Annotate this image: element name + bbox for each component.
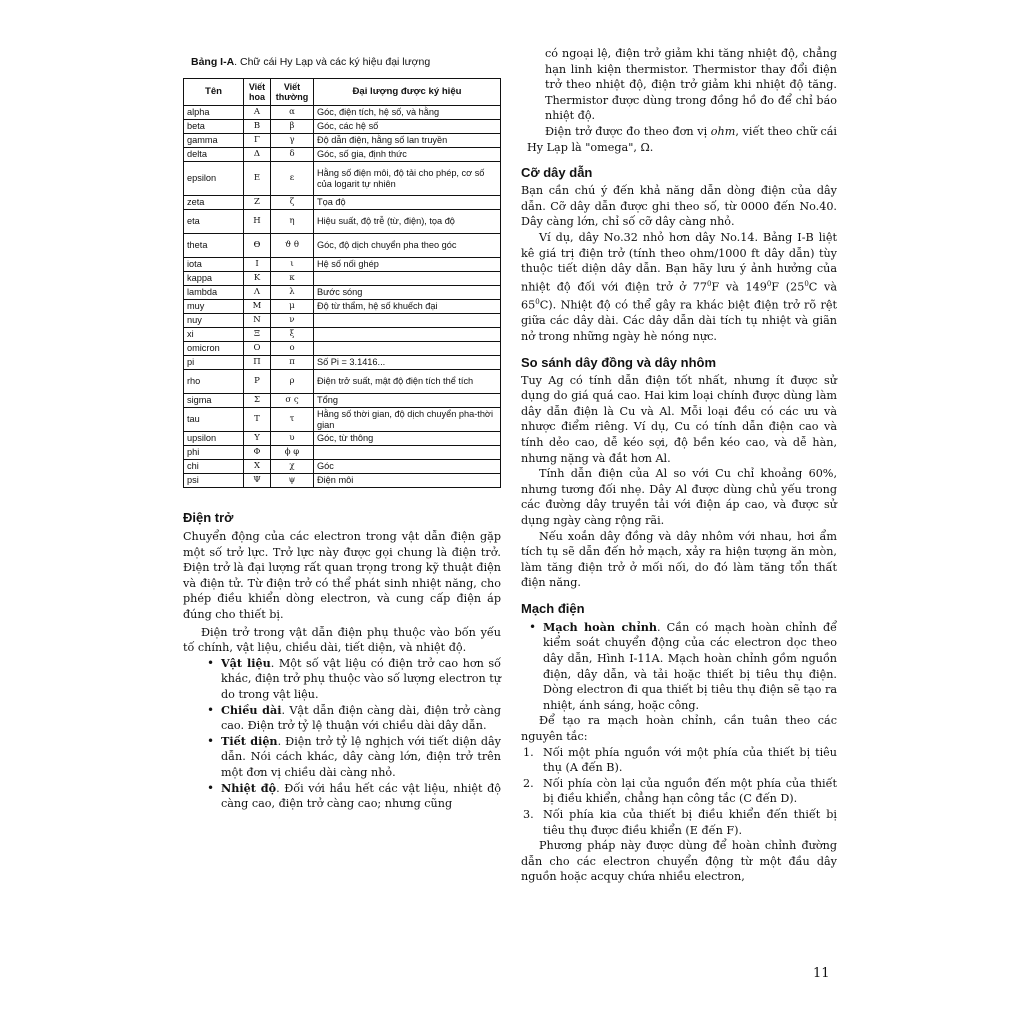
cell-quantity: Độ dẫn điện, hằng số lan truyền	[314, 134, 501, 148]
table-row	[184, 408, 501, 432]
table-caption-text: . Chữ cái Hy Lạp và các ký hiệu đại lượng	[234, 56, 431, 68]
table-row	[184, 370, 501, 394]
paragraph: Điện trở trong vật dẫn điện phụ thuộc vào bốn yếu tố chính, vật liệu, chiều dài, tiết diện, và nhiệt độ.	[183, 625, 501, 655]
text-span: Ví dụ, dây No.32 nhỏ hơn dây No.14. Bảng I-B liệt kê giá trị điện trở (tính theo ohm/1000 ft dây dẫn) tùy thuộc tiết diện dây dẫn. Bạn hãy lưu ý ảnh hưởng của nhiệt độ đối với điện trở ở 77	[521, 230, 837, 294]
cell-uppercase: Φ	[244, 446, 271, 460]
cell-uppercase: Ρ	[244, 370, 271, 394]
cell-quantity	[314, 328, 501, 342]
header-upper: Viết hoa	[244, 79, 271, 106]
table-row	[184, 272, 501, 286]
bullet-text: . Cần có mạch hoàn chỉnh để kiểm soát chuyển động của các electron dọc theo dây dẫn, Hình I-11A. Mạch hoàn chỉnh gồm nguồn điện, dây dẫn, và tải hoặc thiết bị tiêu thụ điện. Dòng electron đi qua thiết bị tiêu thụ điện sẽ tạo ra nhiệt, ánh sáng, hoặc công.	[543, 620, 837, 712]
cell-uppercase: Π	[244, 356, 271, 370]
cell-uppercase: Χ	[244, 460, 271, 474]
cell-quantity	[314, 342, 501, 356]
list-text: Nối một phía nguồn với một phía của thiết bị tiêu thụ (A đến B).	[543, 745, 837, 775]
bullet-term: Vật liệu	[221, 655, 271, 670]
bullet-list	[521, 620, 837, 714]
cell-name: psi	[184, 474, 244, 488]
paragraph: Tính dẫn điện của Al so với Cu chỉ khoảng 60%, nhưng tương đối nhẹ. Dây Al được dùng chủ yếu trong các đường dây truyền tải với điện áp cao, và được sử dụng ngày càng rộng rãi.	[521, 467, 837, 527]
table-row	[184, 356, 501, 370]
bullet-term: Chiều dài	[221, 702, 282, 717]
page-number: 11	[813, 966, 830, 981]
cell-lowercase: λ	[271, 286, 314, 300]
bullet-term: Nhiệt độ	[221, 780, 277, 795]
section-title-mach-dien: Mạch điện	[521, 600, 585, 616]
cell-uppercase: Η	[244, 210, 271, 234]
table-row	[184, 474, 501, 488]
cell-name: theta	[184, 234, 244, 258]
cell-uppercase: Θ	[244, 234, 271, 258]
bullet-text: . Một số vật liệu có điện trở cao hơn số khác, điện trở phụ thuộc vào số lượng electron tự do trong vật liệu.	[221, 656, 501, 701]
bullet-term: Tiết diện	[221, 733, 278, 748]
cell-quantity: Điện trở suất, mật độ điện tích thể tích	[314, 370, 501, 394]
cell-quantity: Góc	[314, 460, 501, 474]
cell-uppercase: Β	[244, 120, 271, 134]
cell-name: kappa	[184, 272, 244, 286]
section-title-dien-tro: Điện trở	[183, 510, 234, 525]
list-number: 1.	[523, 745, 534, 759]
cell-name: xi	[184, 328, 244, 342]
cell-lowercase: ϑ θ	[271, 234, 314, 258]
left-column	[183, 56, 501, 812]
cell-quantity: Góc, các hệ số	[314, 120, 501, 134]
cell-lowercase: μ	[271, 300, 314, 314]
bullet-text: . Đối với hầu hết các vật liệu, nhiệt độ càng cao, điện trở càng cao; nhưng cũng	[221, 781, 501, 811]
cell-lowercase: η	[271, 210, 314, 234]
cell-name: zeta	[184, 196, 244, 210]
cell-quantity: Hiệu suất, độ trễ (từ, điện), tọa độ	[314, 210, 501, 234]
paragraph: Để tạo ra mạch hoàn chỉnh, cần tuân theo các nguyên tắc:	[521, 714, 837, 744]
cell-lowercase: π	[271, 356, 314, 370]
table-row	[184, 196, 501, 210]
numbered-list	[521, 745, 837, 839]
cell-uppercase: Μ	[244, 300, 271, 314]
paragraph: có ngoại lệ, điện trở giảm khi tăng nhiệt độ, chẳng hạn linh kiện thermistor. Thermistor thay đổi điện trở theo nhiệt độ, điện trở giảm khi nhiệt độ tăng. Thermistor được dùng trong đồng hồ đo để chỉ báo nhiệt độ.	[545, 47, 837, 123]
cell-lowercase: ν	[271, 314, 314, 328]
list-text: Nối phía còn lại của nguồn đến một phía của thiết bị điều khiển, chẳng hạn công tắc (C đến D).	[543, 776, 837, 806]
superscript: 0	[706, 279, 712, 288]
greek-table-body	[184, 106, 501, 488]
paragraph	[521, 124, 837, 155]
cell-quantity: Góc, từ thông	[314, 432, 501, 446]
list-item	[221, 656, 501, 703]
text-span: C và 65	[521, 280, 838, 312]
cell-quantity: Tổng	[314, 394, 501, 408]
cell-quantity	[314, 272, 501, 286]
cell-lowercase: ξ	[271, 328, 314, 342]
table-row	[184, 234, 501, 258]
cell-name: epsilon	[184, 162, 244, 196]
cell-quantity	[314, 446, 501, 460]
cell-uppercase: Κ	[244, 272, 271, 286]
table-row	[184, 286, 501, 300]
cell-name: sigma	[184, 394, 244, 408]
table-row	[184, 120, 501, 134]
cell-lowercase: ζ	[271, 196, 314, 210]
superscript: 0	[535, 298, 540, 307]
cell-lowercase: ρ	[271, 370, 314, 394]
cell-lowercase: γ	[271, 134, 314, 148]
cell-uppercase: Α	[244, 106, 271, 120]
cell-name: omicron	[184, 342, 244, 356]
cell-lowercase: τ	[271, 408, 314, 432]
table-row	[184, 328, 501, 342]
table-row	[184, 148, 501, 162]
cell-name: tau	[184, 408, 244, 432]
paragraph: Phương pháp này được dùng để hoàn chỉnh đường dẫn cho các electron chuyển động từ một đầu dây nguồn hoặc acquy chứa nhiều electron,	[521, 839, 837, 884]
text-span: Điện trở được đo theo đơn vị	[545, 124, 711, 138]
cell-quantity: Hằng số điện môi, độ tải cho phép, cơ số của logarit tự nhiên	[314, 162, 501, 196]
list-item	[543, 620, 837, 714]
cell-lowercase: δ	[271, 148, 314, 162]
text-span: F (25	[771, 280, 805, 294]
table-row	[184, 432, 501, 446]
cell-uppercase: Λ	[244, 286, 271, 300]
table-row	[184, 314, 501, 328]
cell-uppercase: Ψ	[244, 474, 271, 488]
table-row	[184, 106, 501, 120]
greek-letter-table	[183, 78, 501, 488]
cell-quantity: Góc, điện tích, hệ số, và hằng	[314, 106, 501, 120]
cell-quantity: Góc, độ dịch chuyển pha theo góc	[314, 234, 501, 258]
section-title-co-day-dan: Cỡ dây dẫn	[521, 165, 593, 181]
cell-quantity: Góc, số gia, định thức	[314, 148, 501, 162]
text-span: C). Nhiệt độ có thể gây ra khác biệt điện trở rõ rệt giữa các dây dài. Các dây dẫn dài tích tụ nhiệt và giãn nở trong những ngày hè nóng nực.	[521, 298, 837, 343]
cell-lowercase: β	[271, 120, 314, 134]
cell-name: upsilon	[184, 432, 244, 446]
text-span: F và 149	[711, 280, 767, 294]
paragraph: Nếu xoắn dây đồng và dây nhôm với nhau, hơi ẩm tích tụ sẽ dẫn đến hở mạch, xảy ra hiện tượng ăn mòn, làm tăng điện trở ở mối nối, do đó làm tăng tổn thất điện năng.	[521, 529, 837, 590]
header-lower: Viết thường	[271, 79, 314, 106]
cell-name: muy	[184, 300, 244, 314]
cell-lowercase: χ	[271, 460, 314, 474]
cell-quantity: Hằng số thời gian, độ dịch chuyển pha-thời gian	[314, 408, 501, 432]
list-text: Nối phía kia của thiết bị điều khiển đến thiết bị tiêu thụ được điều khiển (E đến F).	[543, 808, 837, 837]
cell-lowercase: ψ	[271, 474, 314, 488]
paragraph: Chuyển động của các electron trong vật dẫn điện gặp một số trở lực. Trở lực này được gọi chung là điện trở. Điện trở là đại lượng rất quan trọng trong kỹ thuật điện và điện tử. Từ điện trở có thể phát sinh nhiệt năng, cho phép điều khiển dòng electron, và cung cấp điện áp đúng cho thiết bị.	[183, 530, 501, 621]
cell-uppercase: Τ	[244, 408, 271, 432]
list-item	[221, 734, 501, 781]
cell-uppercase: Ζ	[244, 196, 271, 210]
cell-name: alpha	[184, 106, 244, 120]
table-row	[184, 342, 501, 356]
table-row	[184, 210, 501, 234]
cell-quantity	[314, 314, 501, 328]
cell-name: chi	[184, 460, 244, 474]
bullet-text: . Vật dẫn điện càng dài, điện trở càng cao. Điện trở tỷ lệ thuận với chiều dài dây dẫn.	[221, 703, 501, 733]
cell-lowercase: ϕ φ	[271, 446, 314, 460]
list-item	[523, 745, 837, 776]
cell-lowercase: υ	[271, 432, 314, 446]
section-title-so-sanh: So sánh dây đồng và dây nhôm	[521, 354, 717, 370]
cell-uppercase: Ε	[244, 162, 271, 196]
list-number: 3.	[523, 808, 534, 821]
cell-name: eta	[184, 210, 244, 234]
paragraph: Bạn cần chú ý đến khả năng dẫn dòng điện của dây dẫn. Cỡ dây dẫn được ghi theo số, từ 0000 đến No.40. Dây càng lớn, chỉ số cỡ dây càng nhỏ.	[521, 184, 837, 229]
table-row	[184, 446, 501, 460]
table-caption	[191, 56, 501, 68]
bullet-text: . Điện trở tỷ lệ nghịch với tiết diện dây dẫn. Nói cách khác, dây càng lớn, điện trở trên một đơn vị chiều dài càng nhỏ.	[221, 734, 501, 779]
paragraph	[521, 230, 837, 345]
cell-name: nuy	[184, 314, 244, 328]
table-row	[184, 394, 501, 408]
cell-quantity: Hệ số nối ghép	[314, 258, 501, 272]
table-row	[184, 300, 501, 314]
cell-name: rho	[184, 370, 244, 394]
header-quantity: Đại lượng được ký hiệu	[314, 79, 501, 106]
cell-lowercase: κ	[271, 272, 314, 286]
table-caption-label: Bảng I-A	[191, 56, 235, 68]
bullet-list	[183, 656, 501, 812]
table-row	[184, 162, 501, 196]
cell-uppercase: Ν	[244, 314, 271, 328]
header-name: Tên	[184, 79, 244, 106]
table-row	[184, 134, 501, 148]
cell-quantity: Bước sóng	[314, 286, 501, 300]
cell-uppercase: Υ	[244, 432, 271, 446]
list-item	[221, 781, 501, 812]
cell-uppercase: Δ	[244, 148, 271, 162]
cell-name: gamma	[184, 134, 244, 148]
cell-quantity: Điện môi	[314, 474, 501, 488]
text-span: , viết theo chữ cái Hy Lạp là "omega", Ω.	[527, 124, 837, 154]
cell-uppercase: Ι	[244, 258, 271, 272]
cell-name: pi	[184, 356, 244, 370]
cell-quantity: Độ từ thẩm, hệ số khuếch đại	[314, 300, 501, 314]
cell-name: beta	[184, 120, 244, 134]
table-row	[184, 460, 501, 474]
paragraph: Tuy Ag có tính dẫn điện tốt nhất, nhưng ít được sử dụng do giá quá cao. Hai kim loại chính được dùng làm dây dẫn điện là Cu và Al. Mỗi loại đều có các ưu và nhược điểm riêng. Ví dụ, Cu có tính dẫn điện cao và tính dẻo cao, dễ kéo sợi, độ bền kéo cao, và dễ hàn, nhưng nặng và đắt hơn Al.	[521, 373, 837, 465]
list-item	[523, 807, 837, 838]
cell-lowercase: ι	[271, 258, 314, 272]
cell-quantity: Tọa độ	[314, 196, 501, 210]
unit-ohm: ohm	[710, 124, 736, 138]
cell-uppercase: Σ	[244, 394, 271, 408]
cell-lowercase: α	[271, 106, 314, 120]
cell-lowercase: ο	[271, 342, 314, 356]
cell-lowercase: σ ς	[271, 394, 314, 408]
cell-uppercase: Ο	[244, 342, 271, 356]
list-item	[221, 703, 501, 734]
cell-uppercase: Γ	[244, 134, 271, 148]
cell-name: lambda	[184, 286, 244, 300]
cell-lowercase: ε	[271, 162, 314, 196]
cell-quantity: Số Pi = 3.1416...	[314, 356, 501, 370]
bullet-term: Mạch hoàn chỉnh	[543, 619, 657, 634]
cell-name: iota	[184, 258, 244, 272]
cell-uppercase: Ξ	[244, 328, 271, 342]
superscript: 0	[766, 279, 772, 288]
right-column	[521, 46, 837, 885]
cell-name: phi	[184, 446, 244, 460]
table-row	[184, 258, 501, 272]
list-number: 2.	[523, 776, 534, 790]
cell-name: delta	[184, 148, 244, 162]
superscript: 0	[804, 279, 809, 288]
list-item	[523, 776, 837, 807]
